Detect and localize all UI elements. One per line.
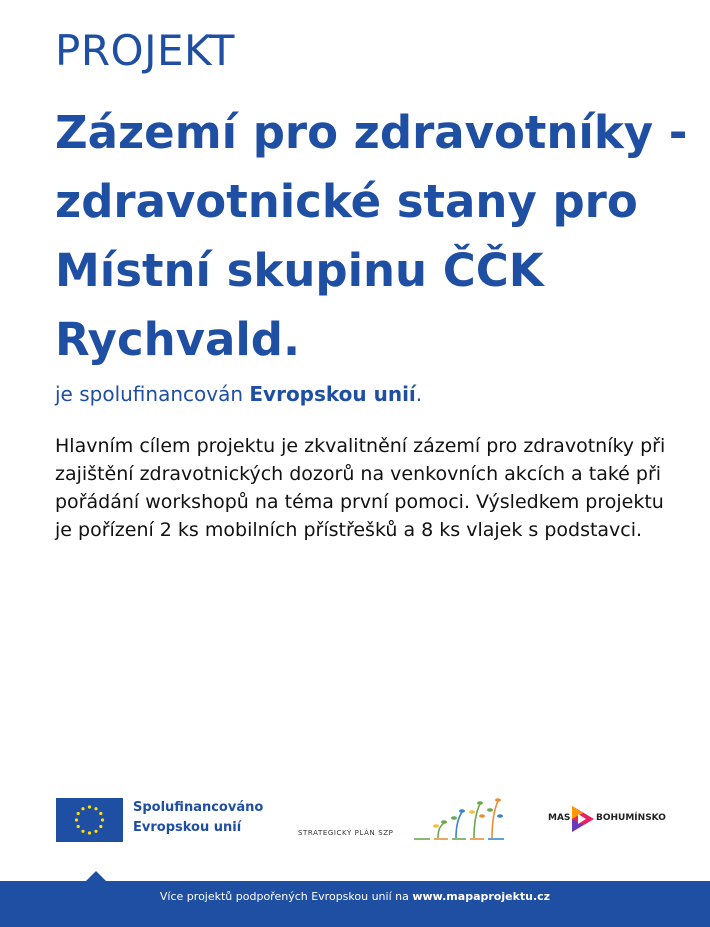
cofinancing-eu: Evropskou unií <box>249 382 416 406</box>
project-description: Hlavním cílem projektu je zkvalitnění zázemí pro zdravotníky při zajištění zdravotnických dozorů na venkovních akcích a také při pořádání workshopů na téma první pomoci. Výsledkem projektu je pořízení 2 ks mobilních přístřešků a 8 ks vlajek s podstavci. <box>55 435 666 541</box>
szp-logo <box>298 796 518 844</box>
mas-logo-right: BOHUMÍNSKO <box>596 813 666 823</box>
bottom-bar-text <box>0 882 710 912</box>
mas-triangle-icon <box>570 804 596 834</box>
cofinancing-prefix: je spolufinancován <box>55 382 250 406</box>
cofinancing-statement <box>55 382 422 406</box>
mapaprojektu-link[interactable]: www.mapaprojektu.cz <box>412 890 551 903</box>
bottom-bar-prefix: Více projektů podpořených Evropskou unií na <box>159 890 413 903</box>
footer-logos <box>0 790 710 850</box>
bar-notch <box>86 871 106 881</box>
eu-flag-icon <box>56 798 123 842</box>
sprouts-icon <box>408 796 518 844</box>
project-label: PROJEKT <box>55 26 235 75</box>
cofinancing-suffix: . <box>415 382 423 406</box>
project-title: Zázemí pro zdravotníky - zdravotnické stany pro Místní skupinu ČČK Rychvald. <box>55 106 688 366</box>
mas-logo-left: MAS <box>548 813 571 823</box>
eu-cofinancing-logo-text <box>133 798 263 838</box>
eu-logo-line1: Spolufinancováno <box>133 800 264 815</box>
szp-logo-text: STRATEGICKÝ PLÁN SZP <box>298 829 394 837</box>
mas-bohuminsko-logo <box>548 802 666 836</box>
eu-logo-line2: Evropskou unií <box>133 820 242 835</box>
